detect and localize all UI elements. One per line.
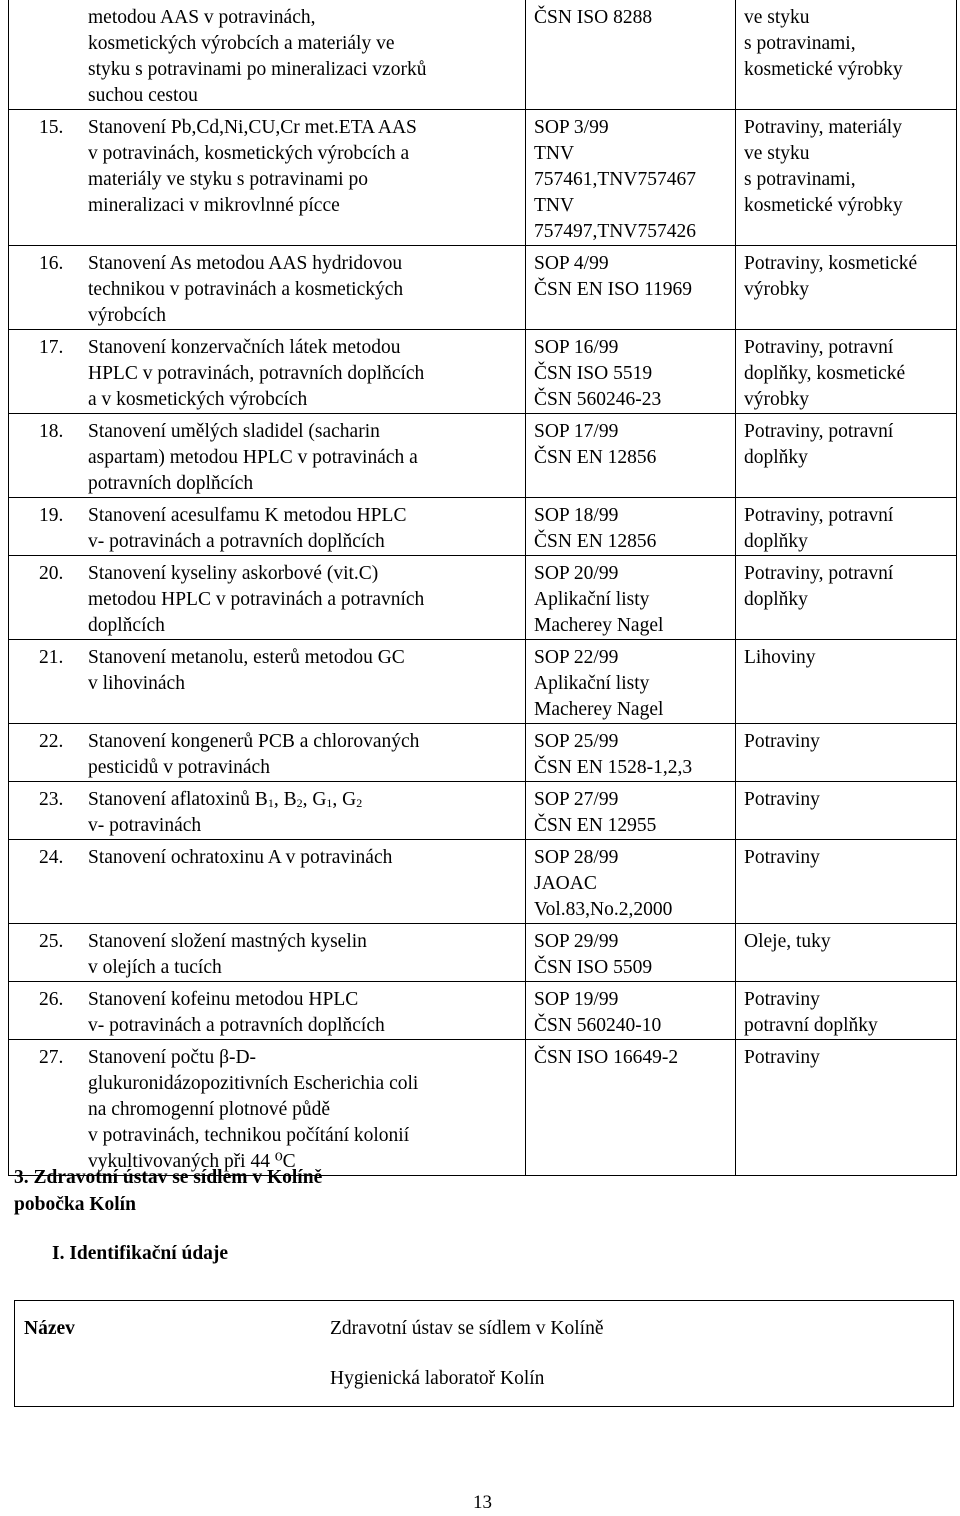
table-row <box>9 246 957 330</box>
test-description-cell <box>9 246 526 330</box>
method-cell: SOP 18/99 ČSN EN 12856 <box>526 498 736 556</box>
method-cell: SOP 20/99 Aplikační listy Macherey Nagel <box>526 556 736 640</box>
test-description-cell <box>9 782 526 840</box>
table-row <box>9 840 957 924</box>
matrix-cell: Potraviny <box>736 724 957 782</box>
row-number: 18. <box>39 421 64 442</box>
subscript: 2 <box>296 796 303 810</box>
row-number: 22. <box>39 731 64 752</box>
row-number: 23. <box>39 789 64 810</box>
table-row <box>9 330 957 414</box>
method-cell: SOP 29/99 ČSN ISO 5509 <box>526 924 736 982</box>
test-description-cell <box>9 414 526 498</box>
row-number: 19. <box>39 505 64 526</box>
method-cell: SOP 4/99 ČSN EN ISO 11969 <box>526 246 736 330</box>
subscript: 1 <box>326 796 333 810</box>
row-number: 24. <box>39 847 64 868</box>
test-description-cell <box>9 556 526 640</box>
page-number: 13 <box>473 1492 492 1513</box>
method-cell: ČSN ISO 8288 <box>526 0 736 110</box>
row-number: 27. <box>39 1047 64 1068</box>
description-fragment: , G <box>332 789 357 810</box>
table-row <box>9 724 957 782</box>
matrix-cell: Potraviny, materiály ve styku s potravinami, kosmetické výrobky <box>736 110 957 246</box>
matrix-cell: Potraviny, potravní doplňky <box>736 414 957 498</box>
test-description <box>88 787 521 839</box>
matrix-cell: Lihoviny <box>736 640 957 724</box>
method-cell: SOP 17/99 ČSN EN 12856 <box>526 414 736 498</box>
description-fragment: , G <box>302 789 327 810</box>
matrix-cell: Potraviny <box>736 840 957 924</box>
section-heading: 3. Zdravotní ústav se sídlem v Kolíně pobočka Kolín <box>14 1167 323 1215</box>
test-description: Stanovení kyseliny askorbové (vit.C) metodou HPLC v potravinách a potravních doplňcích <box>88 563 425 636</box>
identification-table <box>14 1300 954 1407</box>
description-fragment: , B <box>273 789 297 810</box>
test-description: metodou AAS v potravinách, kosmetických výrobcích a materiály ve styku s potravinami po mineralizaci vzorků suchou cestou <box>88 7 427 106</box>
test-description: Stanovení umělých sladidel (sacharin aspartam) metodou HPLC v potravinách a potravních doplňcích <box>88 421 418 494</box>
row-number: 15. <box>39 117 64 138</box>
test-description: Stanovení složení mastných kyselin v olejích a tucích <box>88 931 367 978</box>
row-number: 17. <box>39 337 64 358</box>
description-fragment: Stanovení aflatoxinů B <box>88 789 268 810</box>
subsection-heading: I. Identifikační údaje <box>52 1243 229 1264</box>
test-description: Stanovení konzervačních látek metodou HPLC v potravinách, potravních doplňcích a v kosmetických výrobcích <box>88 337 425 410</box>
test-description: Stanovení As metodou AAS hydridovou technikou v potravinách a kosmetických výrobcích <box>88 253 404 326</box>
test-description: Stanovení kofeinu metodou HPLC v- potravinách a potravních doplňcích <box>88 989 385 1036</box>
matrix-cell: Potraviny potravní doplňky <box>736 982 957 1040</box>
test-description: Stanovení počtu β-D- glukuronidázopozitivních Escherichia coli na chromogenní plotnové půdě v potravinách, technikou počítání kolonií vykultivovaných při 44 ⁰C <box>88 1047 419 1172</box>
test-description-cell <box>9 982 526 1040</box>
test-description: Stanovení kongenerů PCB a chlorovaných pesticidů v potravinách <box>88 731 420 778</box>
methods-table <box>8 0 957 1176</box>
row-number <box>9 5 88 109</box>
table-row <box>9 782 957 840</box>
method-cell: SOP 3/99 TNV 757461,TNV757467 TNV 757497,TNV757426 <box>526 110 736 246</box>
matrix-cell: Potraviny <box>736 1040 957 1176</box>
table-row <box>9 640 957 724</box>
test-description-cell <box>9 1040 526 1176</box>
table-row <box>9 0 957 110</box>
test-description: Stanovení ochratoxinu A v potravinách <box>88 847 393 868</box>
table-row <box>9 556 957 640</box>
row-number: 26. <box>39 989 64 1010</box>
test-description-cell <box>9 330 526 414</box>
test-description: Stanovení Pb,Cd,Ni,CU,Cr met.ETA AAS v potravinách, kosmetických výrobcích a materiály ve styku s potravinami po mineralizaci v mikrovlnné pícce <box>88 117 417 216</box>
test-description: Stanovení acesulfamu K metodou HPLC v- potravinách a potravních doplňcích <box>88 505 407 552</box>
test-description-cell <box>9 640 526 724</box>
method-cell: SOP 22/99 Aplikační listy Macherey Nagel <box>526 640 736 724</box>
method-cell: SOP 19/99 ČSN 560240-10 <box>526 982 736 1040</box>
description-fragment: v- potravinách <box>88 815 202 836</box>
row-number: 20. <box>39 563 64 584</box>
matrix-cell: Potraviny <box>736 782 957 840</box>
table-row <box>9 110 957 246</box>
matrix-cell: Potraviny, kosmetické výrobky <box>736 246 957 330</box>
matrix-cell: Potraviny, potravní doplňky <box>736 556 957 640</box>
method-cell: SOP 16/99 ČSN ISO 5519 ČSN 560246-23 <box>526 330 736 414</box>
table-row <box>9 414 957 498</box>
test-description-cell <box>9 0 526 110</box>
row-number: 16. <box>39 253 64 274</box>
test-description-cell <box>9 110 526 246</box>
identification-name-value: Zdravotní ústav se sídlem v Kolíně <box>330 1318 604 1339</box>
method-cell: SOP 27/99 ČSN EN 12955 <box>526 782 736 840</box>
table-row <box>9 982 957 1040</box>
test-description-cell <box>9 724 526 782</box>
table-row <box>9 1040 957 1176</box>
test-description-cell <box>9 498 526 556</box>
matrix-cell: Oleje, tuky <box>736 924 957 982</box>
table-row <box>9 498 957 556</box>
test-description-cell <box>9 840 526 924</box>
row-number: 25. <box>39 931 64 952</box>
method-cell: SOP 28/99 JAOAC Vol.83,No.2,2000 <box>526 840 736 924</box>
test-description: Stanovení metanolu, esterů metodou GC v lihovinách <box>88 647 405 694</box>
matrix-cell: Potraviny, potravní doplňky <box>736 498 957 556</box>
table-row <box>9 924 957 982</box>
matrix-cell: Potraviny, potravní doplňky, kosmetické výrobky <box>736 330 957 414</box>
subscript: 1 <box>267 796 274 810</box>
matrix-cell: ve styku s potravinami, kosmetické výrobky <box>736 0 957 110</box>
identification-label: Název <box>24 1318 75 1339</box>
test-description-cell <box>9 924 526 982</box>
subscript: 2 <box>356 796 363 810</box>
method-cell: ČSN ISO 16649-2 <box>526 1040 736 1176</box>
identification-lab-value: Hygienická laboratoř Kolín <box>330 1368 545 1389</box>
row-number: 21. <box>39 647 64 668</box>
method-cell: SOP 25/99 ČSN EN 1528-1,2,3 <box>526 724 736 782</box>
